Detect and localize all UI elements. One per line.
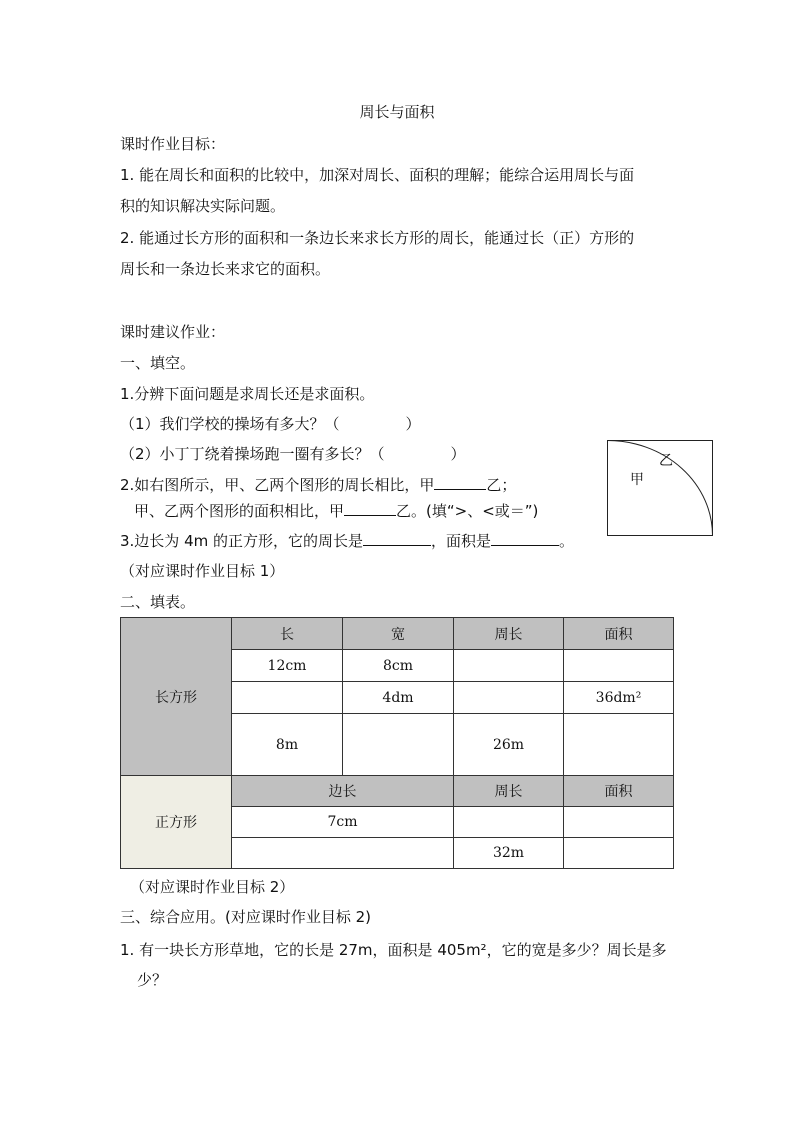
question-3-mid: ，面积是 bbox=[431, 532, 492, 550]
section-1-reference: （对应课时作业目标 1） bbox=[120, 562, 285, 580]
rect-row-2-width: 4dm bbox=[343, 682, 454, 714]
goal-2-line-2: 周长和一条边长来求它的面积。 bbox=[120, 260, 331, 278]
question-3-end: 。 bbox=[559, 532, 575, 550]
question-1b bbox=[120, 444, 466, 464]
rect-row-3-length: 8m bbox=[232, 714, 343, 776]
goal-1-line-1: 1. 能在周长和面积的比较中，加深对周长、面积的理解；能综合运用周长与面 bbox=[120, 166, 635, 184]
rect-row-1-area[interactable] bbox=[564, 650, 674, 682]
goal-1-line-2: 积的知识解决实际问题。 bbox=[120, 197, 286, 215]
question-2b-suffix: 乙。(填“>、<或＝”) bbox=[396, 502, 539, 520]
goal-2-line-1: 2. 能通过长方形的面积和一条边长来求长方形的周长，能通过长（正）方形的 bbox=[120, 229, 635, 247]
answer-blank-2a[interactable] bbox=[434, 474, 486, 490]
square-row-2-perimeter: 32m bbox=[454, 838, 564, 869]
homework-heading: 课时建议作业： bbox=[120, 323, 226, 341]
square-header-side: 边长 bbox=[232, 776, 454, 807]
rect-row-2-perimeter[interactable] bbox=[454, 682, 564, 714]
square-header-perimeter: 周长 bbox=[454, 776, 564, 807]
section-3-question-1-line-1: 1. 有一块长方形草地，它的长是 27m，面积是 405m²，它的宽是多少？周长是多 bbox=[120, 941, 667, 959]
goals-heading: 课时作业目标： bbox=[120, 135, 226, 153]
square-row-2-side[interactable] bbox=[232, 838, 454, 869]
square-row-1-area[interactable] bbox=[564, 807, 674, 838]
question-2 bbox=[120, 474, 516, 495]
rect-row-3-perimeter: 26m bbox=[454, 714, 564, 776]
section-3-question-1-line-2: 少？ bbox=[137, 971, 168, 989]
rect-row-2-area: 36dm² bbox=[564, 682, 674, 714]
question-2b bbox=[134, 500, 538, 521]
rect-row-1-width: 8cm bbox=[343, 650, 454, 682]
fill-in-table bbox=[120, 617, 674, 869]
answer-blank-3b[interactable] bbox=[491, 530, 559, 546]
square-row-2-area[interactable] bbox=[564, 838, 674, 869]
rect-row-3-width[interactable] bbox=[343, 714, 454, 776]
question-2-suffix: 乙； bbox=[486, 476, 517, 494]
section-1-title: 一、填空。 bbox=[120, 354, 196, 372]
rect-header-perimeter: 周长 bbox=[454, 618, 564, 650]
rect-row-1-length: 12cm bbox=[232, 650, 343, 682]
square-header-area: 面积 bbox=[564, 776, 674, 807]
square-row-1-side: 7cm bbox=[232, 807, 454, 838]
question-1a-close: ） bbox=[405, 415, 421, 433]
question-2b-text: 甲、乙两个图形的面积相比，甲 bbox=[134, 502, 345, 520]
answer-blank-2b[interactable] bbox=[344, 500, 396, 516]
quarter-circle-figure bbox=[607, 440, 713, 536]
figure-label-yi: 乙 bbox=[659, 453, 673, 469]
figure-label-jia: 甲 bbox=[630, 472, 644, 488]
rect-header-width: 宽 bbox=[343, 618, 454, 650]
rect-row-1-perimeter[interactable] bbox=[454, 650, 564, 682]
question-1a-text: （1）我们学校的操场有多大？（ bbox=[120, 415, 340, 433]
square-row-1-perimeter[interactable] bbox=[454, 807, 564, 838]
question-2-text: 2.如右图所示，甲、乙两个图形的周长相比，甲 bbox=[120, 476, 435, 494]
page-title: 周长与面积 bbox=[359, 103, 435, 121]
rectangle-label-cell: 长方形 bbox=[121, 618, 232, 776]
answer-blank-3a[interactable] bbox=[363, 530, 431, 546]
section-3-title: 三、综合应用。(对应课时作业目标 2) bbox=[120, 908, 372, 926]
question-3-text: 3.边长为 4m 的正方形，它的周长是 bbox=[120, 532, 364, 550]
section-2-title: 二、填表。 bbox=[120, 593, 196, 611]
rect-header-area: 面积 bbox=[564, 618, 674, 650]
rect-row-2-length[interactable] bbox=[232, 682, 343, 714]
question-1: 1.分辨下面问题是求周长还是求面积。 bbox=[120, 385, 375, 403]
rect-row-3-area[interactable] bbox=[564, 714, 674, 776]
rect-header-length: 长 bbox=[232, 618, 343, 650]
question-3 bbox=[120, 530, 574, 551]
question-1a bbox=[120, 414, 421, 434]
section-2-reference: （对应课时作业目标 2） bbox=[130, 878, 295, 896]
question-1b-close: ） bbox=[450, 445, 466, 463]
question-1b-text: （2）小丁丁绕着操场跑一圈有多长？（ bbox=[120, 445, 385, 463]
square-label-cell: 正方形 bbox=[121, 776, 232, 869]
